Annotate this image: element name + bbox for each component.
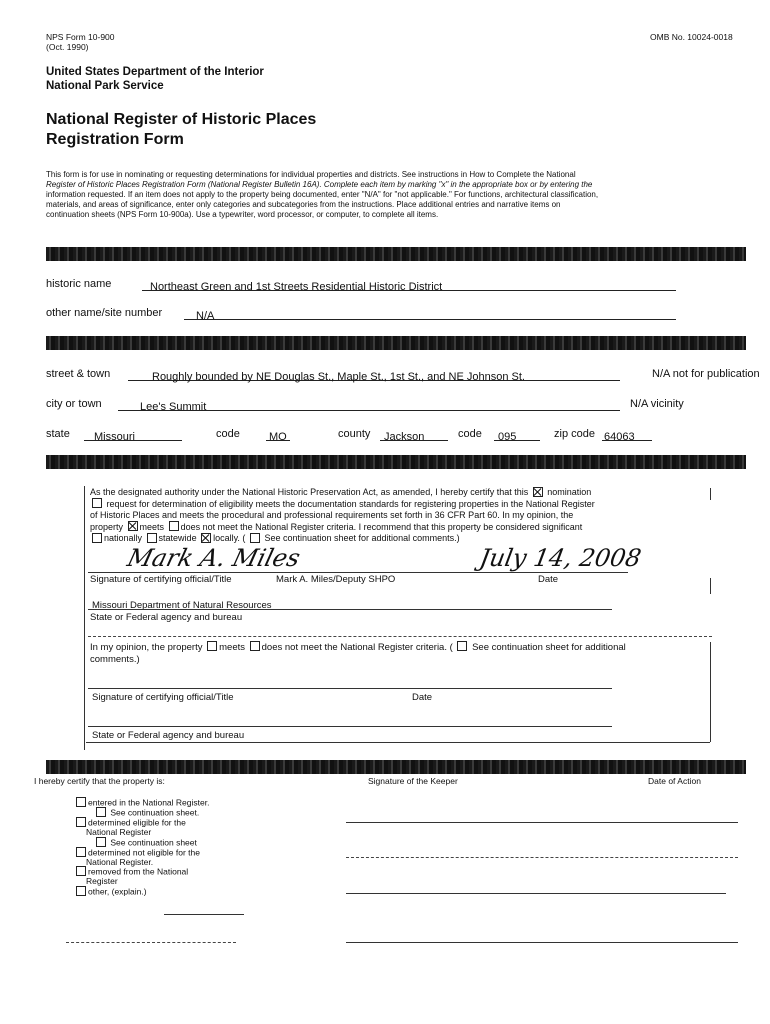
state-code-label: code (216, 428, 240, 440)
city-field[interactable] (118, 397, 620, 411)
cert-divider (88, 636, 712, 637)
sig2-line (88, 688, 612, 689)
agency-label: State or Federal agency and bureau (90, 612, 243, 623)
keeper-line-4[interactable] (66, 942, 236, 943)
keeper-line-3[interactable] (346, 893, 726, 894)
continuation-checkbox[interactable] (250, 533, 260, 543)
county-code-field[interactable] (494, 427, 540, 441)
form-date: (Oct. 1990) (46, 42, 89, 52)
other-explain-line[interactable] (164, 914, 244, 915)
state-value: Missouri (94, 431, 135, 443)
opinion-continuation-checkbox[interactable] (457, 641, 467, 651)
service: National Park Service (46, 80, 164, 92)
keeper-sig-label: Signature of the Keeper (368, 776, 458, 786)
signature-image: Mark A. Miles (124, 544, 304, 572)
section-bar-keeper (46, 760, 746, 774)
agency-value: Missouri Department of Natural Resources (92, 600, 272, 611)
street-label: street & town (46, 368, 111, 380)
other-name-field[interactable] (184, 306, 676, 320)
keeper-line-2[interactable] (346, 857, 738, 858)
does-not-meet-checkbox[interactable] (169, 521, 179, 531)
page-title: National Register of Historic Places (46, 111, 317, 128)
eligible-checkbox[interactable] (76, 817, 86, 827)
keeper-line-1[interactable] (346, 822, 738, 823)
removed-checkbox[interactable] (76, 866, 86, 876)
zip-field[interactable] (602, 427, 652, 441)
county-value: Jackson (384, 431, 425, 443)
agency-line (88, 609, 612, 610)
county-code-label: code (458, 428, 482, 440)
section-bar-name (46, 247, 746, 261)
cert-statement: As the designated authority under the National Historic Preservation Act, as amended, I hereby certify that this nomination request for determination of eligibility meets the documentation standards for registering properties in the National Register of Historic Places and meets the procedural and professional requirements set forth in 36 CFR Part 60. In my opinion, the property meets does not meet the National Register criteria. I recommend that this property be considered significant nationally statewide locally. ( See continuation sheet for additional comments.) (90, 487, 595, 543)
not-for-publication: N/A not for publication (652, 368, 760, 380)
sig-name: Mark A. Miles/Deputy SHPO (276, 574, 396, 585)
zip-label: zip code (554, 428, 595, 440)
cert-right-tick-2 (710, 578, 711, 594)
historic-name-field[interactable] (142, 277, 676, 291)
omb-number: OMB No. 10024-0018 (650, 32, 733, 42)
other-checkbox[interactable] (76, 886, 86, 896)
sig-label: Signature of certifying official/Title (90, 574, 232, 585)
opinion-statement: In my opinion, the property meets does not meet the National Register criteria. ( See continuation sheet for additional comments.) (90, 642, 626, 665)
state-code-field[interactable] (266, 427, 290, 441)
county-field[interactable] (380, 427, 448, 441)
not-eligible-checkbox[interactable] (76, 847, 86, 857)
section-bar-location (46, 336, 746, 350)
opinion-not-meet-checkbox[interactable] (250, 641, 260, 651)
opinion-meets-checkbox[interactable] (207, 641, 217, 651)
cert-left-border (84, 486, 85, 750)
state-code-value: MO (269, 431, 287, 443)
locally-checkbox[interactable] (201, 533, 211, 543)
request-checkbox[interactable] (92, 498, 102, 508)
vicinity: N/A vicinity (630, 398, 684, 410)
state-label: state (46, 428, 70, 440)
keeper-line-5[interactable] (346, 942, 738, 943)
entered-continuation-checkbox[interactable] (96, 807, 106, 817)
date-label: Date (538, 574, 559, 585)
city-value: Lee's Summit (140, 401, 207, 413)
page-subtitle: Registration Form (46, 131, 184, 148)
date2-label: Date (412, 692, 433, 703)
zip-value: 64063 (604, 431, 635, 443)
cert-bottom-line (86, 742, 710, 743)
meets-checkbox[interactable] (128, 521, 138, 531)
agency2-line (88, 726, 612, 727)
section-bar-certification (46, 455, 746, 469)
street-value: Roughly bounded by NE Douglas St., Maple St., 1st St., and NE Johnson St. (152, 371, 525, 383)
historic-name-label: historic name (46, 278, 112, 290)
statewide-checkbox[interactable] (147, 533, 157, 543)
signature-date: July 14, 2008 (477, 544, 644, 572)
sig2-label: Signature of certifying official/Title (92, 692, 234, 703)
other-name-label: other name/site number (46, 307, 163, 319)
signature-line (88, 572, 628, 573)
eligible-continuation-checkbox[interactable] (96, 837, 106, 847)
county-code-value: 095 (498, 431, 517, 443)
cert-right-tick-1 (710, 488, 711, 500)
cert-right-border (710, 642, 711, 742)
other-name-value: N/A (196, 310, 215, 322)
entered-checkbox[interactable] (76, 797, 86, 807)
agency2-label: State or Federal agency and bureau (92, 730, 245, 741)
street-field[interactable] (128, 367, 620, 381)
county-label: county (338, 428, 371, 440)
keeper-certify: I hereby certify that the property is: (34, 776, 165, 786)
keeper-date-label: Date of Action (648, 776, 701, 786)
nomination-checkbox[interactable] (533, 487, 543, 497)
keeper-options: entered in the National Register. See continuation sheet. determined eligible for the National Register See continuation sheet determined not eligible for the National Register. removed from the National Register other, (explain.) (74, 798, 209, 897)
department: United States Department of the Interior (46, 66, 264, 78)
state-field[interactable] (84, 427, 182, 441)
form-number: NPS Form 10-900 (46, 32, 115, 42)
historic-name-value: Northeast Green and 1st Streets Residential Historic District (150, 281, 443, 293)
city-label: city or town (46, 398, 102, 410)
instructions: This form is for use in nominating or requesting determinations for individual properties and districts. See instructions in How to Complete the National Register of Historic Places Registration Form (National Register Bulletin 16A). Complete each item by marking "x" in the appropriate box or by entering the information requested. If an item does not apply to the property being documented, enter "N/A" for "not applicable." For functions, architectural classification, materials, and areas of significance, enter only categories and subcategories from the instructions. Place additional entries and narrative items on continuation sheets (NPS Form 10-900a). Use a typewriter, word processor, or computer, to complete all items. (46, 170, 599, 219)
nationally-checkbox[interactable] (92, 533, 102, 543)
